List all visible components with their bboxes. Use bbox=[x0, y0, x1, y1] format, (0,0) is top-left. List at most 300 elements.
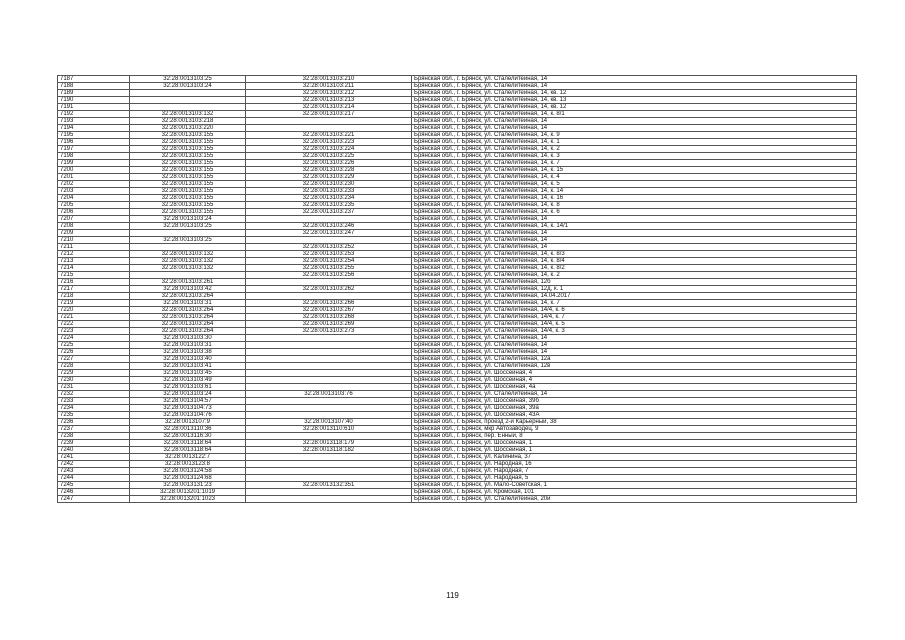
address-cell: Брянская обл., г. Брянск, ул. Сталелитейная, 14, к. 7 bbox=[412, 300, 857, 307]
parent-cadastral-number-cell bbox=[130, 90, 246, 97]
row-number-cell: 7212 bbox=[58, 251, 130, 258]
parent-cadastral-number-cell: 32:28:0013116:30 bbox=[130, 433, 246, 440]
address-cell: Брянская обл., г. Брянск, ул. Сталелитейная, 14.04.2017 bbox=[412, 293, 857, 300]
parent-cadastral-number-cell: 32:28:0013103:31 bbox=[130, 300, 246, 307]
table-row bbox=[58, 132, 857, 139]
address-cell: Брянская обл., г. Брянск, ул. Шоссейная, 1 bbox=[412, 440, 857, 447]
parent-cadastral-number-cell: 32:28:0013131:23 bbox=[130, 482, 246, 489]
parent-cadastral-number-cell: 32:28:0013201:1019 bbox=[130, 489, 246, 496]
parent-cadastral-number-cell: 32:28:0013103:38 bbox=[130, 349, 246, 356]
parent-cadastral-number-cell: 32:28:0013103:155 bbox=[130, 132, 246, 139]
parent-cadastral-number-cell bbox=[130, 104, 246, 111]
address-cell: Брянская обл., г. Брянск, ул. Сталелитейная, 14/4, к. 5 bbox=[412, 321, 857, 328]
table-row bbox=[58, 370, 857, 377]
cadastral-number-cell: 32:28:0013103:213 bbox=[246, 97, 412, 104]
address-cell: Брянская обл., г. Брянск, ул. Сталелитейная, 14 bbox=[412, 118, 857, 125]
table-row bbox=[58, 342, 857, 349]
row-number-cell: 7236 bbox=[58, 419, 130, 426]
row-number-cell: 7203 bbox=[58, 188, 130, 195]
address-cell: Брянская обл., г. Брянск, ул. Мало-Советская, 1 bbox=[412, 482, 857, 489]
parent-cadastral-number-cell bbox=[130, 97, 246, 104]
address-cell: Брянская обл., г. Брянск, ул. Сталелитейная, 14, к. 8/3 bbox=[412, 251, 857, 258]
row-number-cell: 7238 bbox=[58, 433, 130, 440]
row-number-cell: 7235 bbox=[58, 412, 130, 419]
parent-cadastral-number-cell: 32:28:0013103:218 bbox=[130, 118, 246, 125]
parent-cadastral-number-cell: 32:28:0013103:61 bbox=[130, 384, 246, 391]
cadastral-number-cell: 32:28:0013118:179 bbox=[246, 440, 412, 447]
table-row bbox=[58, 209, 857, 216]
row-number-cell: 7234 bbox=[58, 405, 130, 412]
table-row bbox=[58, 195, 857, 202]
address-cell: Брянская обл., г. Брянск, ул. Сталелитейная, 14, к. 7 bbox=[412, 160, 857, 167]
row-number-cell: 7244 bbox=[58, 475, 130, 482]
parent-cadastral-number-cell: 32:28:0013104:73 bbox=[130, 405, 246, 412]
table-row bbox=[58, 258, 857, 265]
address-cell: Брянская обл., г. Брянск, ул. Калинина, 37 bbox=[412, 454, 857, 461]
parent-cadastral-number-cell: 32:28:0013103:132 bbox=[130, 111, 246, 118]
table-row bbox=[58, 153, 857, 160]
parent-cadastral-number-cell: 32:28:0013103:155 bbox=[130, 209, 246, 216]
address-cell: Брянская обл., г. Брянск, ул. Сталелитейная, 14, к. 8/1 bbox=[412, 111, 857, 118]
row-number-cell: 7231 bbox=[58, 384, 130, 391]
row-number-cell: 7207 bbox=[58, 216, 130, 223]
table-row bbox=[58, 412, 857, 419]
parent-cadastral-number-cell: 32:28:0013103:155 bbox=[130, 202, 246, 209]
table-row bbox=[58, 300, 857, 307]
table-row bbox=[58, 160, 857, 167]
parent-cadastral-number-cell: 32:28:0013103:264 bbox=[130, 314, 246, 321]
parent-cadastral-number-cell: 32:28:0013103:31 bbox=[130, 342, 246, 349]
table-row bbox=[58, 181, 857, 188]
table-row bbox=[58, 139, 857, 146]
table-row bbox=[58, 125, 857, 132]
address-cell: Брянская обл., г. Брянск, ул. Сталелитейная, 14 bbox=[412, 76, 857, 83]
parent-cadastral-number-cell: 32:28:0013103:264 bbox=[130, 293, 246, 300]
row-number-cell: 7219 bbox=[58, 300, 130, 307]
parent-cadastral-number-cell: 32:28:0013103:155 bbox=[130, 188, 246, 195]
table-row bbox=[58, 461, 857, 468]
address-cell: Брянская обл., г. Брянск, ул. Шоссейная, 39а bbox=[412, 405, 857, 412]
cadastral-number-cell: 32:28:0013103:225 bbox=[246, 153, 412, 160]
parent-cadastral-number-cell: 32:28:0013124:68 bbox=[130, 475, 246, 482]
cadastral-number-cell bbox=[246, 377, 412, 384]
cadastral-number-cell: 32:28:0013103:235 bbox=[246, 202, 412, 209]
row-number-cell: 7218 bbox=[58, 293, 130, 300]
address-cell: Брянская обл., г. Брянск, ул. Сталелитейная, 14, кв. 12 bbox=[412, 104, 857, 111]
row-number-cell: 7246 bbox=[58, 489, 130, 496]
parent-cadastral-number-cell: 32:28:0013118:64 bbox=[130, 440, 246, 447]
parent-cadastral-number-cell: 32:28:0013103:24 bbox=[130, 83, 246, 90]
row-number-cell: 7202 bbox=[58, 181, 130, 188]
cadastral-number-cell bbox=[246, 405, 412, 412]
address-cell: Брянская обл., г. Брянск, проезд 2-й Карьерный, 38 bbox=[412, 419, 857, 426]
table-row bbox=[58, 384, 857, 391]
address-cell: Брянская обл., г. Брянск, ул. Сталелитейная, 14, к. 1 bbox=[412, 139, 857, 146]
table-row bbox=[58, 496, 857, 503]
address-cell: Брянская обл., г. Брянск, ул. Сталелитейная, 14 bbox=[412, 349, 857, 356]
address-cell: Брянская обл., г. Брянск, ул. Сталелитейная, 14 bbox=[412, 244, 857, 251]
cadastral-number-cell bbox=[246, 454, 412, 461]
parent-cadastral-number-cell: 32:28:0013103:155 bbox=[130, 146, 246, 153]
cadastral-number-cell: 32:28:0013103:224 bbox=[246, 146, 412, 153]
table-row bbox=[58, 104, 857, 111]
cadastral-number-cell: 32:28:0013103:247 bbox=[246, 230, 412, 237]
cadastral-number-cell: 32:28:0013103:221 bbox=[246, 132, 412, 139]
address-cell: Брянская обл., г. Брянск, ул. Сталелитейная, 14, к. 16 bbox=[412, 195, 857, 202]
row-number-cell: 7230 bbox=[58, 377, 130, 384]
address-cell: Брянская обл., г. Брянск, ул. Сталелитейная, 14, к. 2 bbox=[412, 146, 857, 153]
address-cell: Брянская обл., г. Брянск, ул. Шоссейная, 4 bbox=[412, 377, 857, 384]
table-row bbox=[58, 356, 857, 363]
parent-cadastral-number-cell: 32:28:0013103:25 bbox=[130, 76, 246, 83]
page-number: 119 bbox=[446, 591, 459, 600]
cadastral-number-cell: 32:28:0013103:229 bbox=[246, 174, 412, 181]
address-cell: Брянская обл., г. Брянск, ул. Сталелитейная, 14, к. 15 bbox=[412, 167, 857, 174]
row-number-cell: 7194 bbox=[58, 125, 130, 132]
address-cell: Брянская обл., г. Брянск, ул. Сталелитейная, 12б bbox=[412, 279, 857, 286]
cadastral-number-cell: 32:28:0013103:255 bbox=[246, 265, 412, 272]
address-cell: Брянская обл., г. Брянск, ул. Народная, 5 bbox=[412, 475, 857, 482]
table-row bbox=[58, 468, 857, 475]
address-cell: Брянская обл., г. Брянск, ул. Сталелитейная, 12д, к. 1 bbox=[412, 286, 857, 293]
cadastral-number-cell: 32:28:0013110:610 bbox=[246, 426, 412, 433]
cadastral-number-cell bbox=[246, 412, 412, 419]
cadastral-number-cell bbox=[246, 363, 412, 370]
address-cell: Брянская обл., г. Брянск, ул. Шоссейная, 39б bbox=[412, 398, 857, 405]
cadastral-number-cell bbox=[246, 370, 412, 377]
table-row bbox=[58, 76, 857, 83]
row-number-cell: 7229 bbox=[58, 370, 130, 377]
table-row bbox=[58, 349, 857, 356]
address-cell: Брянская обл., г. Брянск, ул. Шоссейная, 1 bbox=[412, 447, 857, 454]
address-cell: Брянская обл., г. Брянск, ул. Сталелитейная, 12в bbox=[412, 363, 857, 370]
address-cell: Брянская обл., г. Брянск, ул. Сталелитейная, 14 bbox=[412, 335, 857, 342]
cadastral-number-cell: 32:28:0013103:268 bbox=[246, 314, 412, 321]
parent-cadastral-number-cell: 32:28:0013103:49 bbox=[130, 377, 246, 384]
table-row bbox=[58, 426, 857, 433]
parent-cadastral-number-cell: 32:28:0013122:7 bbox=[130, 454, 246, 461]
row-number-cell: 7198 bbox=[58, 153, 130, 160]
address-cell: Брянская обл., г. Брянск, ул. Сталелитейная, 14, к. 2 bbox=[412, 272, 857, 279]
cadastral-number-cell: 32:28:0013103:234 bbox=[246, 195, 412, 202]
row-number-cell: 7215 bbox=[58, 272, 130, 279]
table-row bbox=[58, 279, 857, 286]
row-number-cell: 7232 bbox=[58, 391, 130, 398]
cadastral-number-cell bbox=[246, 496, 412, 503]
row-number-cell: 7191 bbox=[58, 104, 130, 111]
parent-cadastral-number-cell: 32:28:0013103:42 bbox=[130, 286, 246, 293]
address-cell: Брянская обл., г. Брянск, ул. Сталелитейная, 14/4, к. 3 bbox=[412, 328, 857, 335]
address-cell: Брянская обл., г. Брянск, ул. Сталелитейная, 14 bbox=[412, 125, 857, 132]
table-row bbox=[58, 489, 857, 496]
table-row bbox=[58, 433, 857, 440]
address-cell: Брянская обл., г. Брянск, ул. Сталелитейная, 14, к. 8/4 bbox=[412, 258, 857, 265]
address-cell: Брянская обл., г. Брянск, ул. Сталелитейная, 14 bbox=[412, 391, 857, 398]
table-row bbox=[58, 146, 857, 153]
parent-cadastral-number-cell: 32:28:0013118:64 bbox=[130, 447, 246, 454]
table-row bbox=[58, 328, 857, 335]
row-number-cell: 7189 bbox=[58, 90, 130, 97]
row-number-cell: 7205 bbox=[58, 202, 130, 209]
table-row bbox=[58, 321, 857, 328]
cadastral-number-cell: 32:28:0013103:252 bbox=[246, 244, 412, 251]
address-cell: Брянская обл., г. Брянск, ул. Сталелитейная, 14, к. 3 bbox=[412, 153, 857, 160]
cadastral-number-cell: 32:28:0013103:230 bbox=[246, 181, 412, 188]
table-row bbox=[58, 90, 857, 97]
row-number-cell: 7199 bbox=[58, 160, 130, 167]
row-number-cell: 7209 bbox=[58, 230, 130, 237]
table-row bbox=[58, 83, 857, 90]
parent-cadastral-number-cell: 32:28:0013110:36 bbox=[130, 426, 246, 433]
row-number-cell: 7223 bbox=[58, 328, 130, 335]
cadastral-number-cell: 32:28:0013103:273 bbox=[246, 328, 412, 335]
parent-cadastral-number-cell bbox=[130, 244, 246, 251]
row-number-cell: 7221 bbox=[58, 314, 130, 321]
table-row bbox=[58, 405, 857, 412]
address-cell: Брянская обл., г. Брянск, ул. Сталелитейная, 14 bbox=[412, 237, 857, 244]
address-cell: Брянская обл., г. Брянск, ул. Народная, 7 bbox=[412, 468, 857, 475]
table-row bbox=[58, 244, 857, 251]
row-number-cell: 7225 bbox=[58, 342, 130, 349]
row-number-cell: 7224 bbox=[58, 335, 130, 342]
row-number-cell: 7241 bbox=[58, 454, 130, 461]
cadastral-number-cell: 32:28:0013103:253 bbox=[246, 251, 412, 258]
row-number-cell: 7233 bbox=[58, 398, 130, 405]
cadastral-number-cell: 32:28:0013103:210 bbox=[246, 76, 412, 83]
row-number-cell: 7242 bbox=[58, 461, 130, 468]
cadastral-number-cell bbox=[246, 475, 412, 482]
parent-cadastral-number-cell bbox=[130, 230, 246, 237]
address-cell: Брянская обл., г. Брянск, ул. Шоссейная, 43А bbox=[412, 412, 857, 419]
row-number-cell: 7227 bbox=[58, 356, 130, 363]
cadastral-number-cell: 32:28:0013103:214 bbox=[246, 104, 412, 111]
row-number-cell: 7201 bbox=[58, 174, 130, 181]
address-cell: Брянская обл., г. Брянск, ул. Сталелитейная, 12а bbox=[412, 356, 857, 363]
row-number-cell: 7188 bbox=[58, 83, 130, 90]
table-row bbox=[58, 475, 857, 482]
table-row bbox=[58, 237, 857, 244]
row-number-cell: 7213 bbox=[58, 258, 130, 265]
table-row bbox=[58, 188, 857, 195]
cadastral-number-cell bbox=[246, 356, 412, 363]
row-number-cell: 7214 bbox=[58, 265, 130, 272]
cadastral-table bbox=[57, 75, 857, 503]
row-number-cell: 7210 bbox=[58, 237, 130, 244]
table-row bbox=[58, 118, 857, 125]
cadastral-number-cell: 32:28:0013103:262 bbox=[246, 286, 412, 293]
cadastral-number-cell: 32:28:0013103:266 bbox=[246, 300, 412, 307]
cadastral-number-cell bbox=[246, 237, 412, 244]
cadastral-number-cell bbox=[246, 468, 412, 475]
row-number-cell: 7190 bbox=[58, 97, 130, 104]
address-cell: Брянская обл., г. Брянск, ул. Сталелитейная, 20и bbox=[412, 496, 857, 503]
cadastral-number-cell: 32:28:0013103:212 bbox=[246, 90, 412, 97]
parent-cadastral-number-cell: 32:28:0013103:264 bbox=[130, 328, 246, 335]
parent-cadastral-number-cell: 32:28:0013103:155 bbox=[130, 167, 246, 174]
cadastral-number-cell bbox=[246, 489, 412, 496]
table-row bbox=[58, 363, 857, 370]
cadastral-number-cell bbox=[246, 349, 412, 356]
cadastral-number-cell bbox=[246, 118, 412, 125]
cadastral-number-cell: 32:28:0013103:223 bbox=[246, 139, 412, 146]
cadastral-number-cell: 32:28:0013103:233 bbox=[246, 188, 412, 195]
cadastral-number-cell: 32:28:0013132:351 bbox=[246, 482, 412, 489]
row-number-cell: 7204 bbox=[58, 195, 130, 202]
cadastral-number-cell: 32:28:0013107:40 bbox=[246, 419, 412, 426]
address-cell: Брянская обл., г. Брянск, ул. Сталелитейная, 14/4, к. 6 bbox=[412, 307, 857, 314]
cadastral-number-cell bbox=[246, 279, 412, 286]
parent-cadastral-number-cell: 32:28:0013103:24 bbox=[130, 391, 246, 398]
parent-cadastral-number-cell: 32:28:0013103:40 bbox=[130, 356, 246, 363]
row-number-cell: 7197 bbox=[58, 146, 130, 153]
parent-cadastral-number-cell: 32:28:0013107:9 bbox=[130, 419, 246, 426]
table-row bbox=[58, 223, 857, 230]
cadastral-number-cell: 32:28:0013103:228 bbox=[246, 167, 412, 174]
parent-cadastral-number-cell: 32:28:0013103:45 bbox=[130, 370, 246, 377]
table-row bbox=[58, 447, 857, 454]
row-number-cell: 7226 bbox=[58, 349, 130, 356]
address-cell: Брянская обл., г. Брянск, ул. Сталелитейная, 14, к. 14 bbox=[412, 188, 857, 195]
cadastral-number-cell bbox=[246, 384, 412, 391]
cadastral-number-cell: 32:28:0013103:211 bbox=[246, 83, 412, 90]
parent-cadastral-number-cell: 32:28:0013103:220 bbox=[130, 125, 246, 132]
address-cell: Брянская обл., г. Брянск, ул. Шоссейная, 4а bbox=[412, 384, 857, 391]
cadastral-number-cell: 32:28:0013103:226 bbox=[246, 160, 412, 167]
table-row bbox=[58, 97, 857, 104]
table-row bbox=[58, 167, 857, 174]
table-row bbox=[58, 314, 857, 321]
parent-cadastral-number-cell bbox=[130, 272, 246, 279]
parent-cadastral-number-cell: 32:28:0013201:1023 bbox=[130, 496, 246, 503]
row-number-cell: 7247 bbox=[58, 496, 130, 503]
parent-cadastral-number-cell: 32:28:0013103:41 bbox=[130, 363, 246, 370]
row-number-cell: 7192 bbox=[58, 111, 130, 118]
address-cell: Брянская обл., г. Брянск, ул. Сталелитейная, 14 bbox=[412, 342, 857, 349]
table-row bbox=[58, 286, 857, 293]
address-cell: Брянская обл., г. Брянск, ул. Кромская, 101 bbox=[412, 489, 857, 496]
table-row bbox=[58, 307, 857, 314]
cadastral-number-cell bbox=[246, 433, 412, 440]
table-row bbox=[58, 440, 857, 447]
cadastral-number-cell bbox=[246, 335, 412, 342]
cadastral-number-cell bbox=[246, 398, 412, 405]
parent-cadastral-number-cell: 32:28:0013103:30 bbox=[130, 335, 246, 342]
address-cell: Брянская обл., г. Брянск, ул. Сталелитейная, 14, к. 8/2 bbox=[412, 265, 857, 272]
address-cell: Брянская обл., г. Брянск, ул. Сталелитейная, 14, кв. 12 bbox=[412, 90, 857, 97]
table-row bbox=[58, 230, 857, 237]
row-number-cell: 7187 bbox=[58, 76, 130, 83]
row-number-cell: 7196 bbox=[58, 139, 130, 146]
row-number-cell: 7243 bbox=[58, 468, 130, 475]
cadastral-number-cell bbox=[246, 342, 412, 349]
address-cell: Брянская обл., г. Брянск, ул. Сталелитейная, 14, к. 8 bbox=[412, 202, 857, 209]
parent-cadastral-number-cell: 32:28:0013103:264 bbox=[130, 307, 246, 314]
table-row bbox=[58, 174, 857, 181]
row-number-cell: 7222 bbox=[58, 321, 130, 328]
parent-cadastral-number-cell: 32:28:0013103:155 bbox=[130, 181, 246, 188]
address-cell: Брянская обл., г. Брянск, ул. Сталелитейная, 14, к. 6 bbox=[412, 209, 857, 216]
cadastral-number-cell: 32:28:0013103:217 bbox=[246, 111, 412, 118]
table-row bbox=[58, 419, 857, 426]
parent-cadastral-number-cell: 32:28:0013103:261 bbox=[130, 279, 246, 286]
table-row bbox=[58, 377, 857, 384]
parent-cadastral-number-cell: 32:28:0013103:155 bbox=[130, 160, 246, 167]
cadastral-number-cell bbox=[246, 461, 412, 468]
parent-cadastral-number-cell: 32:28:0013103:132 bbox=[130, 251, 246, 258]
table-row bbox=[58, 454, 857, 461]
parent-cadastral-number-cell: 32:28:0013103:132 bbox=[130, 265, 246, 272]
address-cell: Брянская обл., г. Брянск, ул. Сталелитейная, 14/4, к. 7 bbox=[412, 314, 857, 321]
parent-cadastral-number-cell: 32:28:0013124:58 bbox=[130, 468, 246, 475]
address-cell: Брянская обл., г. Брянск, ул. Сталелитейная, 14, к. 9 bbox=[412, 132, 857, 139]
cadastral-table-body bbox=[58, 76, 857, 503]
table-row bbox=[58, 202, 857, 209]
address-cell: Брянская обл., г. Брянск, ул. Шоссейная, 4 bbox=[412, 370, 857, 377]
address-cell: Брянская обл., г. Брянск, ул. Сталелитейная, 14 bbox=[412, 230, 857, 237]
address-cell: Брянская обл., г. Брянск, ул. Сталелитейная, 14, к. 5 bbox=[412, 181, 857, 188]
row-number-cell: 7216 bbox=[58, 279, 130, 286]
table-row bbox=[58, 398, 857, 405]
parent-cadastral-number-cell: 32:28:0013103:264 bbox=[130, 321, 246, 328]
parent-cadastral-number-cell: 32:28:0013103:24 bbox=[130, 216, 246, 223]
row-number-cell: 7217 bbox=[58, 286, 130, 293]
parent-cadastral-number-cell: 32:28:0013123:8 bbox=[130, 461, 246, 468]
row-number-cell: 7208 bbox=[58, 223, 130, 230]
address-cell: Брянская обл., г. Брянск, ул. Сталелитейная, 14 bbox=[412, 216, 857, 223]
parent-cadastral-number-cell: 32:28:0013104:76 bbox=[130, 412, 246, 419]
cadastral-number-cell: 32:28:0013103:246 bbox=[246, 223, 412, 230]
address-cell: Брянская обл., г. Брянск, ул. Сталелитейная, 14, к. 14/1 bbox=[412, 223, 857, 230]
parent-cadastral-number-cell: 32:28:0013103:25 bbox=[130, 237, 246, 244]
address-cell: Брянская обл., г. Брянск, ул. Сталелитейная, 14, кв. 13 bbox=[412, 97, 857, 104]
row-number-cell: 7206 bbox=[58, 209, 130, 216]
parent-cadastral-number-cell: 32:28:0013103:25 bbox=[130, 223, 246, 230]
row-number-cell: 7240 bbox=[58, 447, 130, 454]
row-number-cell: 7211 bbox=[58, 244, 130, 251]
cadastral-number-cell bbox=[246, 216, 412, 223]
table-row bbox=[58, 111, 857, 118]
row-number-cell: 7193 bbox=[58, 118, 130, 125]
table-row bbox=[58, 216, 857, 223]
parent-cadastral-number-cell: 32:28:0013103:155 bbox=[130, 139, 246, 146]
table-row bbox=[58, 482, 857, 489]
row-number-cell: 7200 bbox=[58, 167, 130, 174]
cadastral-number-cell bbox=[246, 293, 412, 300]
row-number-cell: 7239 bbox=[58, 440, 130, 447]
cadastral-number-cell: 32:28:0013103:254 bbox=[246, 258, 412, 265]
cadastral-number-cell: 32:28:0013103:76 bbox=[246, 391, 412, 398]
cadastral-number-cell: 32:28:0013118:182 bbox=[246, 447, 412, 454]
parent-cadastral-number-cell: 32:28:0013103:155 bbox=[130, 153, 246, 160]
row-number-cell: 7237 bbox=[58, 426, 130, 433]
cadastral-number-cell: 32:28:0013103:237 bbox=[246, 209, 412, 216]
row-number-cell: 7220 bbox=[58, 307, 130, 314]
address-cell: Брянская обл., г. Брянск, ул. Сталелитейная, 14, к. 4 bbox=[412, 174, 857, 181]
table-row bbox=[58, 251, 857, 258]
address-cell: Брянская обл., г. Брянск, ул. Сталелитейная, 14 bbox=[412, 83, 857, 90]
parent-cadastral-number-cell: 32:28:0013103:155 bbox=[130, 195, 246, 202]
cadastral-number-cell bbox=[246, 125, 412, 132]
parent-cadastral-number-cell: 32:28:0013103:155 bbox=[130, 174, 246, 181]
cadastral-number-cell: 32:28:0013103:269 bbox=[246, 321, 412, 328]
cadastral-number-cell: 32:28:0013103:267 bbox=[246, 307, 412, 314]
address-cell: Брянская обл., г. Брянск, мкр Автозаводец, 9 bbox=[412, 426, 857, 433]
parent-cadastral-number-cell: 32:28:0013104:57 bbox=[130, 398, 246, 405]
address-cell: Брянская обл., г. Брянск, ул. Народная, 16 bbox=[412, 461, 857, 468]
address-cell: Брянская обл., г. Брянск, пер. Енный, 8 bbox=[412, 433, 857, 440]
parent-cadastral-number-cell: 32:28:0013103:132 bbox=[130, 258, 246, 265]
table-row bbox=[58, 391, 857, 398]
